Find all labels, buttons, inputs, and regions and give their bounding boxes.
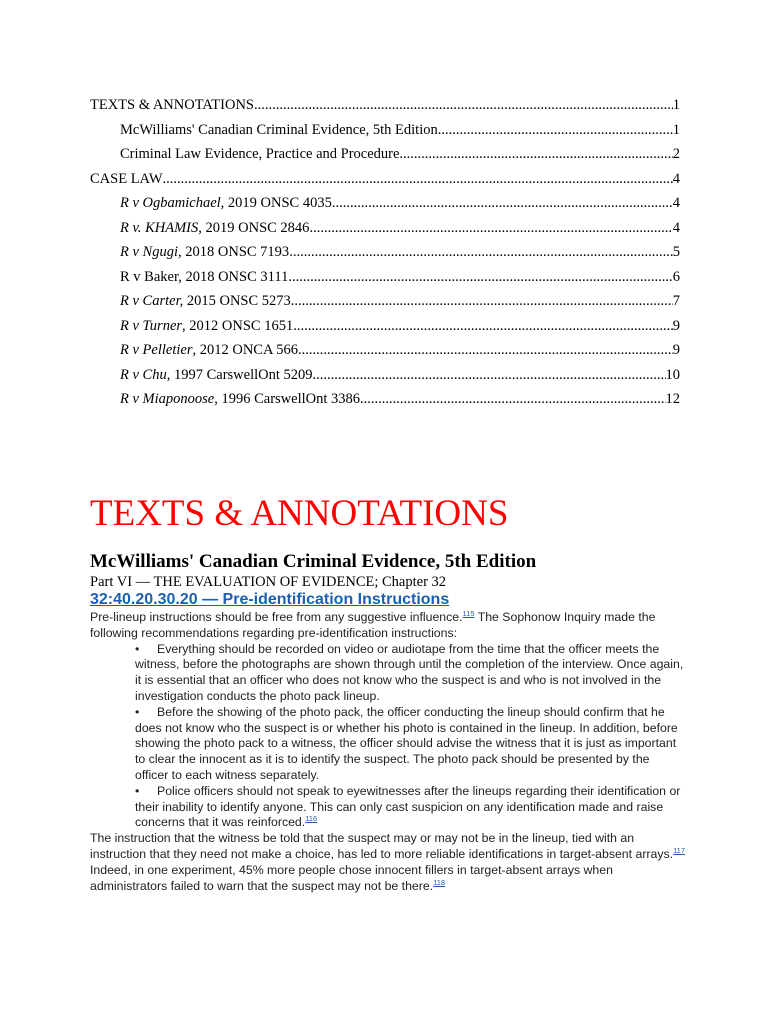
book-title: McWilliams' Canadian Criminal Evidence, 5th Edition [90,551,537,572]
toc-entry-text: , 2019 ONSC 4035 [220,195,332,211]
section-link[interactable]: 32:40.20.30.20 — Pre-identification Instructions [90,591,450,608]
list-item [135,705,686,784]
toc-entry-text: R v Baker, 2018 ONSC 3111 [120,268,289,285]
toc-entry-title [120,216,309,241]
bullet-icon: • [135,641,140,656]
toc-entry-text: , 2018 ONSC 7193 [178,244,290,260]
toc-leader-dots [293,314,673,339]
toc-entry-title [120,265,288,290]
toc-page-number: 4 [672,219,680,236]
toc-entry-title [120,314,293,339]
case-name: R v Turner [120,317,183,334]
footnote-link[interactable]: 116 [305,814,318,824]
section-heading: TEXTS & ANNOTATIONS [90,493,509,534]
bullet-icon: • [135,704,140,719]
toc-entry[interactable] [90,167,680,192]
list-item [135,642,686,705]
toc-entry-text: , 2012 ONSC 1651 [182,317,294,334]
toc-page-number: 7 [672,293,680,309]
toc-leader-dots [309,216,672,241]
part-chapter-line: Part VI — THE EVALUATION OF EVIDENCE; Chapter 32 [90,574,447,590]
toc-entry[interactable] [90,387,680,412]
bullet-icon: • [135,783,140,798]
toc-entry-text: CASE LAW [90,170,163,187]
toc-leader-dots [288,265,672,290]
footnote-link[interactable]: 115 [462,609,475,618]
toc-entry-title [120,289,291,314]
toc-leader-dots [313,363,666,388]
toc-entry[interactable] [90,216,680,241]
toc-page-number: 4 [672,195,680,211]
toc-page-number: 10 [665,366,680,383]
toc-entry[interactable] [90,363,680,388]
toc-entry[interactable] [90,191,680,216]
toc-page-number: 1 [672,97,680,113]
toc-page-number: 4 [672,170,680,187]
toc-page-number: 2 [672,146,680,162]
list-item [135,784,686,831]
toc-entry-text: , 2012 ONCA 566 [192,342,299,358]
toc-entry-title [120,387,360,412]
case-name: R v Pelletier [120,342,193,358]
toc-entry-title [120,142,399,167]
case-name: R v Ogbamichael [120,195,221,211]
toc-entry-title [90,93,254,118]
toc-leader-dots [289,240,673,265]
case-name: R v Ngugi [120,244,178,260]
closing-paragraph [90,831,686,894]
case-name: R v Carter, [120,293,184,309]
toc-entry[interactable] [90,240,680,265]
footnote-link[interactable]: 118 [433,877,446,887]
toc-entry[interactable] [90,118,680,143]
list-item-text: Before the showing of the photo pack, the officer conducting the lineup should confirm that he does not know who the suspect is or whether his photo is contained in the lineup. In addition, before showing the photo pack to a witness, the officer should advise the witness that it is just as important to clear the innocent as it is to identify the suspect. The photo pack should be presented by the officer to each witness separately. [135,704,678,782]
toc-leader-dots [291,289,673,314]
toc-leader-dots [438,118,673,143]
toc-entry-title [120,191,332,216]
toc-entry[interactable] [90,93,680,118]
case-name: R v. KHAMIS [120,219,199,236]
toc-page-number: 6 [672,268,680,285]
toc-entry-text: , 2019 ONSC 2846 [198,219,310,236]
toc-leader-dots [298,338,673,363]
closing-text-a: The instruction that the witness be told that the suspect may or may not be in the lineup, tied with an instruction that they need not make a choice, has led to more reliable identifications in target-absent arrays. [90,831,674,861]
toc-entry-text: , 1996 CarswellOnt 3386 [214,391,361,407]
toc-entry[interactable] [90,314,680,339]
toc-entry-title [120,338,298,363]
toc-entry-title [120,240,289,265]
toc-entry-text: Criminal Law Evidence, Practice and Procedure [120,146,400,162]
footnote-link[interactable]: 117 [673,845,686,855]
toc-entry-title [120,363,313,388]
toc-entry[interactable] [90,289,680,314]
toc-entry-text: , 1997 CarswellOnt 5209 [166,366,313,383]
toc-entry-text: TEXTS & ANNOTATIONS [90,97,254,113]
list-item-text: Police officers should not speak to eyewitnesses after the lineups regarding their identification or their inability to identify anyone. This can only cast suspicion on any identification made and raise concerns that it was reinforced. [135,783,681,830]
toc-leader-dots [360,387,665,412]
toc-entry[interactable] [90,142,680,167]
toc-leader-dots [163,167,673,192]
toc-page-number: 9 [672,342,680,358]
toc-page-number: 12 [665,391,680,407]
case-name: R v Miaponoose [120,391,215,407]
toc-leader-dots [332,191,673,216]
toc-entry[interactable] [90,265,680,290]
toc-page-number: 9 [672,317,680,334]
body-text [90,610,686,894]
toc-page-number: 5 [672,244,680,260]
table-of-contents [90,93,680,412]
intro-text-b: The Sophonow Inquiry made the following recommendations regarding pre-identification instructions: [90,610,656,640]
recommendation-list [90,642,686,832]
case-name: R v Chu [120,366,167,383]
toc-entry-text: 2015 ONSC 5273 [183,293,291,309]
toc-entry-title [120,118,438,143]
toc-leader-dots [254,93,673,118]
toc-leader-dots [399,142,672,167]
intro-text-a: Pre-lineup instructions should be free from any suggestive influence. [90,610,463,624]
toc-entry[interactable] [90,338,680,363]
list-item-text: Everything should be recorded on video or audiotape from the time that the officer meets the witness, before the photographs are shown through until the completion of the interview. Once again, it is essential that an officer who does not know who the suspect is and who is not involved in the investigation conducts the photo pack lineup. [135,641,684,703]
toc-entry-title [90,167,163,192]
toc-page-number: 1 [672,121,680,138]
intro-paragraph [90,610,686,642]
toc-entry-text: McWilliams' Canadian Criminal Evidence, 5th Edition [120,121,438,138]
closing-text-b: Indeed, in one experiment, 45% more people chose innocent fillers in target-absent arrays when administrators failed to warn that the suspect may not be there. [90,862,613,893]
